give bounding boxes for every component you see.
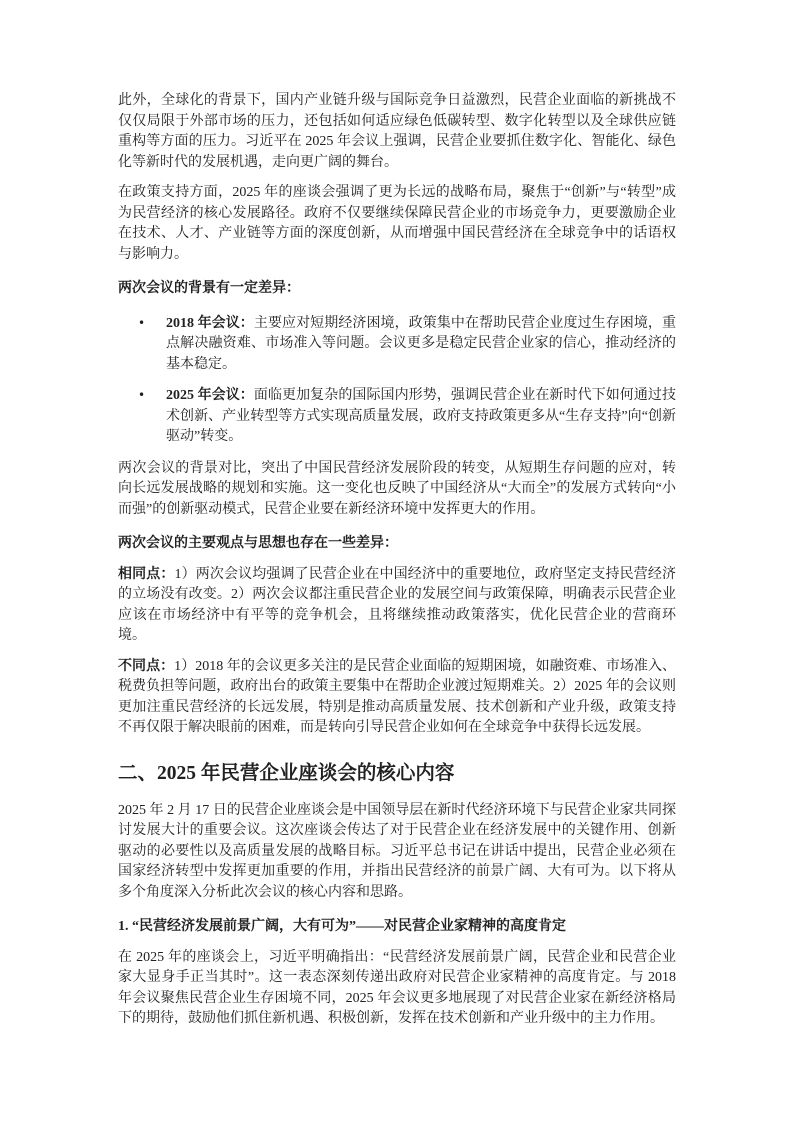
list-item-text: 面临更加复杂的国际国内形势，强调民营企业在新时代下如何通过技术创新、产业转型等方式实现高质量发展，政府支持政策更多从“生存支持”向“创新驱动”转变。 <box>166 388 677 444</box>
section-heading-2025-core-content: 二、2025 年民营企业座谈会的核心内容 <box>118 762 455 784</box>
paragraph-meeting-overview: 2025 年 2 月 17 日的民营企业座谈会是中国领导层在新时代经济环境下与民营企业家共同探讨发展大计的重要会议。这次座谈会传达了对于民营企业在经济发展中的关键作用、创新驱动的必要性以及高质量发展的战略目标。习近平总书记在讲话中提出，民营企业必须在国家经济转型中发挥更加重要的作用，并指出民营经济的前景广阔、大有可为。以下将从多个角度深入分析此次会议的核心内容和思路。 <box>118 802 676 900</box>
paragraph-policy-support: 在政策支持方面，2025 年的座谈会强调了更为长远的战略布局，聚焦于“创新”与“转型”成为民营经济的核心发展路径。政府不仅要继续保障民营企业的市场竞争力，更要激励企业在技术、人才、产业链等方面的深度创新，从而增强中国民营经济在全球竞争中的话语权与影响力。 <box>118 185 676 262</box>
list-item-2025-meeting <box>118 386 676 448</box>
list-item-label: 2025 年会议： <box>166 388 254 403</box>
list-item-2018-meeting <box>118 314 676 376</box>
heading-background-differences: 两次会议的背景有一定差异： <box>118 281 300 296</box>
paragraph-same-points <box>118 565 676 647</box>
diff-points-text: 1）2018 年的会议更多关注的是民营企业面临的短期困境，如融资难、市场准入、税费负担等问题，政府出台的政策主要集中在帮助企业渡过短期难关。2）2025 年的会议则更加注重民营经济的长远发展，特别是推动高质量发展、技术创新和产业升级，政策支持不再仅限于解决眼前的困难，而是转向引导民营企业如何在全球竞争中获得长远发展。 <box>118 658 677 735</box>
list-item-text: 主要应对短期经济困境，政策集中在帮助民营企业度过生存困境，重点解决融资难、市场准入等问题。会议更多是稳定民营企业家的信心，推动经济的基本稳定。 <box>166 315 677 372</box>
heading-viewpoint-differences: 两次会议的主要观点与思想也存在一些差异： <box>118 536 398 551</box>
paragraph-diff-points <box>118 657 676 739</box>
bullet-icon: • <box>138 315 146 330</box>
diff-points-label: 不同点： <box>118 658 175 674</box>
paragraph-globalization: 此外，全球化的背景下，国内产业链升级与国际竞争日益激烈，民营企业面临的新挑战不仅仅局限于外部市场的压力，还包括如何适应绿色低碳转型、数字化转型以及全球供应链重构等方面的压力。习近平在 2025 年会议上强调，民营企业要抓住数字化、智能化、绿色化等新时代的发展机遇，走向更广阔的舞台。 <box>118 93 676 170</box>
list-item-label: 2018 年会议： <box>166 315 254 331</box>
meeting-comparison-list <box>118 314 676 448</box>
paragraph-affirmation: 在 2025 年的座谈会上，习近平明确指出：“民营经济发展前景广阔，民营企业和民营企业家大显身手正当其时”。这一表态深刻传递出政府对民营企业家精神的高度肯定。与 2018 年会议聚焦民营企业生存困境不同，2025 年会议更多地展现了对民营企业家在新经济格局下的期待，鼓励他们抓住新机遇、积极创新，发挥在技术创新和产业升级中的主力作用。 <box>118 949 676 1026</box>
subsection-heading-entrepreneur-spirit: 1. “民营经济发展前景广阔，大有可为”——对民营企业家精神的高度肯定 <box>118 919 566 934</box>
same-points-label: 相同点： <box>118 566 175 582</box>
same-points-text: 1）两次会议均强调了民营企业在中国经济中的重要地位，政府坚定支持民营经济的立场没有改变。2）两次会议都注重民营企业的发展空间与政策保障，明确表示民营企业应该在市场经济中有平等的竞争机会，且将继续推动政策落实，优化民营企业的营商环境。 <box>118 566 677 643</box>
paragraph-background-contrast: 两次会议的背景对比，突出了中国民营经济发展阶段的转变，从短期生存问题的应对，转向长远发展战略的规划和实施。这一变化也反映了中国经济从“大而全”的发展方式转向“小而强”的创新驱动模式，民营企业要在新经济环境中发挥更大的作用。 <box>118 460 676 517</box>
bullet-icon: • <box>138 388 146 402</box>
